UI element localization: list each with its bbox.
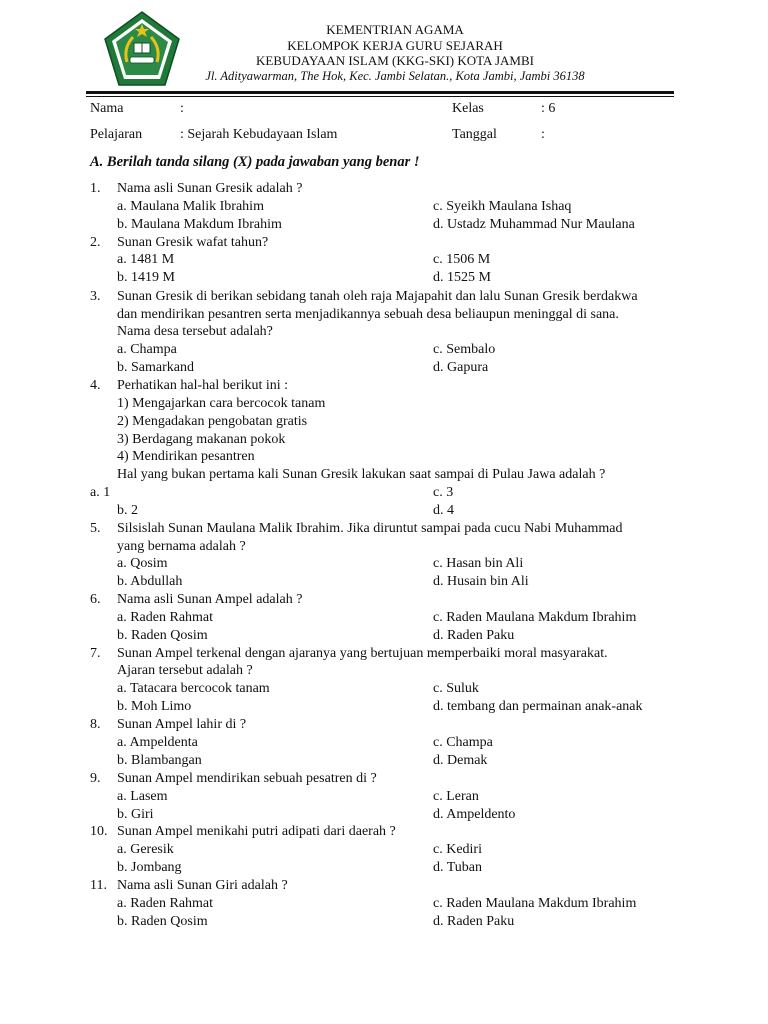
pelajaran-value: : Sejarah Kebudayaan Islam bbox=[180, 127, 338, 142]
option-d[interactable]: d. Demak bbox=[433, 753, 488, 768]
option-a[interactable]: a. Ampeldenta bbox=[117, 735, 198, 750]
option-a[interactable]: a. Lasem bbox=[117, 789, 168, 804]
question-number: 8. bbox=[90, 717, 101, 732]
question-number: 3. bbox=[90, 289, 101, 304]
question-stem: Nama asli Sunan Gresik adalah ? bbox=[117, 181, 303, 196]
question-stem: yang bernama adalah ? bbox=[117, 539, 246, 554]
header-line-3: KEBUDAYAAN ISLAM (KKG-SKI) KOTA JAMBI bbox=[256, 53, 534, 68]
option-d[interactable]: d. Ampeldento bbox=[433, 807, 516, 822]
option-d[interactable]: d. Ustadz Muhammad Nur Maulana bbox=[433, 217, 635, 232]
question-stem: Sunan Ampel menikahi putri adipati dari daerah ? bbox=[117, 824, 396, 839]
header-address: Jl. Adityawarman, The Hok, Kec. Jambi Selatan., Kota Jambi, Jambi 36138 bbox=[205, 68, 585, 83]
nama-field[interactable]: : bbox=[180, 101, 184, 116]
section-instruction: A. Berilah tanda silang (X) pada jawaban yang benar ! bbox=[90, 154, 420, 170]
option-a[interactable]: a. Qosim bbox=[117, 556, 168, 571]
option-c[interactable]: c. Kediri bbox=[433, 842, 482, 857]
option-c[interactable]: c. Hasan bin Ali bbox=[433, 556, 524, 571]
option-b[interactable]: b. Blambangan bbox=[117, 753, 202, 768]
option-c[interactable]: c. 1506 M bbox=[433, 252, 491, 267]
option-b[interactable]: b. Giri bbox=[117, 807, 154, 822]
question-stem: Sunan Gresik wafat tahun? bbox=[117, 235, 269, 250]
question-number: 6. bbox=[90, 592, 101, 607]
question-stem: Sunan Gresik di berikan sebidang tanah oleh raja Majapahit dan lalu Sunan Gresik berdakwa bbox=[117, 289, 638, 304]
tanggal-field[interactable]: : bbox=[541, 127, 545, 142]
option-c[interactable]: c. Syeikh Maulana Ishaq bbox=[433, 199, 572, 214]
question-stem: Nama desa tersebut adalah? bbox=[117, 324, 273, 339]
question-stem: Sunan Ampel terkenal dengan ajaranya yang bertujuan memperbaiki moral masyarakat. bbox=[117, 646, 608, 661]
option-b[interactable]: b. Maulana Makdum Ibrahim bbox=[117, 217, 282, 232]
option-a[interactable]: a. 1481 M bbox=[117, 252, 175, 267]
kelas-value: : 6 bbox=[541, 101, 556, 116]
nama-label: Nama bbox=[90, 101, 124, 116]
question-stem: Ajaran tersebut adalah ? bbox=[117, 663, 253, 678]
kelas-label: Kelas bbox=[452, 101, 484, 116]
option-d[interactable]: d. tembang dan permainan anak-anak bbox=[433, 699, 643, 714]
header-line-2: KELOMPOK KERJA GURU SEJARAH bbox=[287, 37, 503, 53]
option-b[interactable]: b. 2 bbox=[117, 503, 138, 518]
question-stem: Perhatikan hal-hal berikut ini : bbox=[117, 378, 289, 393]
question-number: 1. bbox=[90, 181, 101, 196]
question-stem: dan mendirikan pesantren serta menjadikannya sebuah desa beliaupun meninggal di sana. bbox=[117, 307, 619, 322]
option-b[interactable]: b. Raden Qosim bbox=[117, 914, 208, 929]
option-a[interactable]: a. Champa bbox=[117, 342, 177, 357]
question-stem: Hal yang bukan pertama kali Sunan Gresik lakukan saat sampai di Pulau Jawa adalah ? bbox=[117, 467, 606, 482]
option-a[interactable]: a. Maulana Malik Ibrahim bbox=[117, 199, 264, 214]
option-d[interactable]: d. Raden Paku bbox=[433, 914, 515, 929]
question-stem: Sunan Ampel lahir di ? bbox=[117, 717, 247, 732]
header-line-1: KEMENTRIAN AGAMA bbox=[326, 22, 464, 37]
header-rule-thin bbox=[86, 96, 674, 97]
question-number: 10. bbox=[90, 824, 108, 839]
option-c[interactable]: c. Raden Maulana Makdum Ibrahim bbox=[433, 896, 637, 911]
option-c[interactable]: c. Leran bbox=[433, 789, 479, 804]
letterhead bbox=[190, 22, 600, 84]
option-d[interactable]: d. Husain bin Ali bbox=[433, 574, 529, 589]
kemenag-emblem-icon bbox=[103, 10, 181, 88]
question-stem: Silsislah Sunan Maulana Malik Ibrahim. Jika diruntut sampai pada cucu Nabi Muhammad bbox=[117, 521, 623, 536]
pelajaran-label: Pelajaran bbox=[90, 127, 143, 142]
option-d[interactable]: d. Tuban bbox=[433, 860, 483, 875]
option-a[interactable]: a. Geresik bbox=[117, 842, 174, 857]
statement-item: 1) Mengajarkan cara bercocok tanam bbox=[117, 396, 326, 411]
question-number: 9. bbox=[90, 771, 101, 786]
option-d[interactable]: d. 4 bbox=[433, 503, 454, 518]
option-c[interactable]: c. Champa bbox=[433, 735, 493, 750]
question-stem: Nama asli Sunan Giri adalah ? bbox=[117, 878, 288, 893]
option-c[interactable]: c. Sembalo bbox=[433, 342, 496, 357]
statement-item: 2) Mengadakan pengobatan gratis bbox=[117, 414, 308, 429]
option-a[interactable]: a. Tatacara bercocok tanam bbox=[117, 681, 270, 696]
question-number: 4. bbox=[90, 378, 101, 393]
option-b[interactable]: b. Raden Qosim bbox=[117, 628, 208, 643]
question-number: 7. bbox=[90, 646, 101, 661]
option-c[interactable]: c. Suluk bbox=[433, 681, 479, 696]
question-number: 11. bbox=[90, 878, 107, 893]
option-b[interactable]: b. Abdullah bbox=[117, 574, 183, 589]
option-c[interactable]: c. Raden Maulana Makdum Ibrahim bbox=[433, 610, 637, 625]
question-stem: Nama asli Sunan Ampel adalah ? bbox=[117, 592, 303, 607]
tanggal-label: Tanggal bbox=[452, 127, 497, 142]
option-d[interactable]: d. Gapura bbox=[433, 360, 489, 375]
option-b[interactable]: b. Samarkand bbox=[117, 360, 194, 375]
option-b[interactable]: b. Jombang bbox=[117, 860, 182, 875]
option-b[interactable]: b. 1419 M bbox=[117, 270, 175, 285]
option-a[interactable]: a. Raden Rahmat bbox=[117, 896, 214, 911]
header-rule-thick bbox=[86, 91, 674, 94]
option-c[interactable]: c. 3 bbox=[433, 485, 454, 500]
option-a[interactable]: a. Raden Rahmat bbox=[117, 610, 214, 625]
question-stem: Sunan Ampel mendirikan sebuah pesatren di ? bbox=[117, 771, 377, 786]
option-d[interactable]: d. Raden Paku bbox=[433, 628, 515, 643]
option-b[interactable]: b. Moh Limo bbox=[117, 699, 192, 714]
statement-item: 3) Berdagang makanan pokok bbox=[117, 432, 286, 447]
option-d[interactable]: d. 1525 M bbox=[433, 270, 491, 285]
option-a[interactable]: a. 1 bbox=[90, 485, 111, 500]
question-number: 5. bbox=[90, 521, 101, 536]
question-number: 2. bbox=[90, 235, 101, 250]
statement-item: 4) Mendirikan pesantren bbox=[117, 449, 255, 464]
